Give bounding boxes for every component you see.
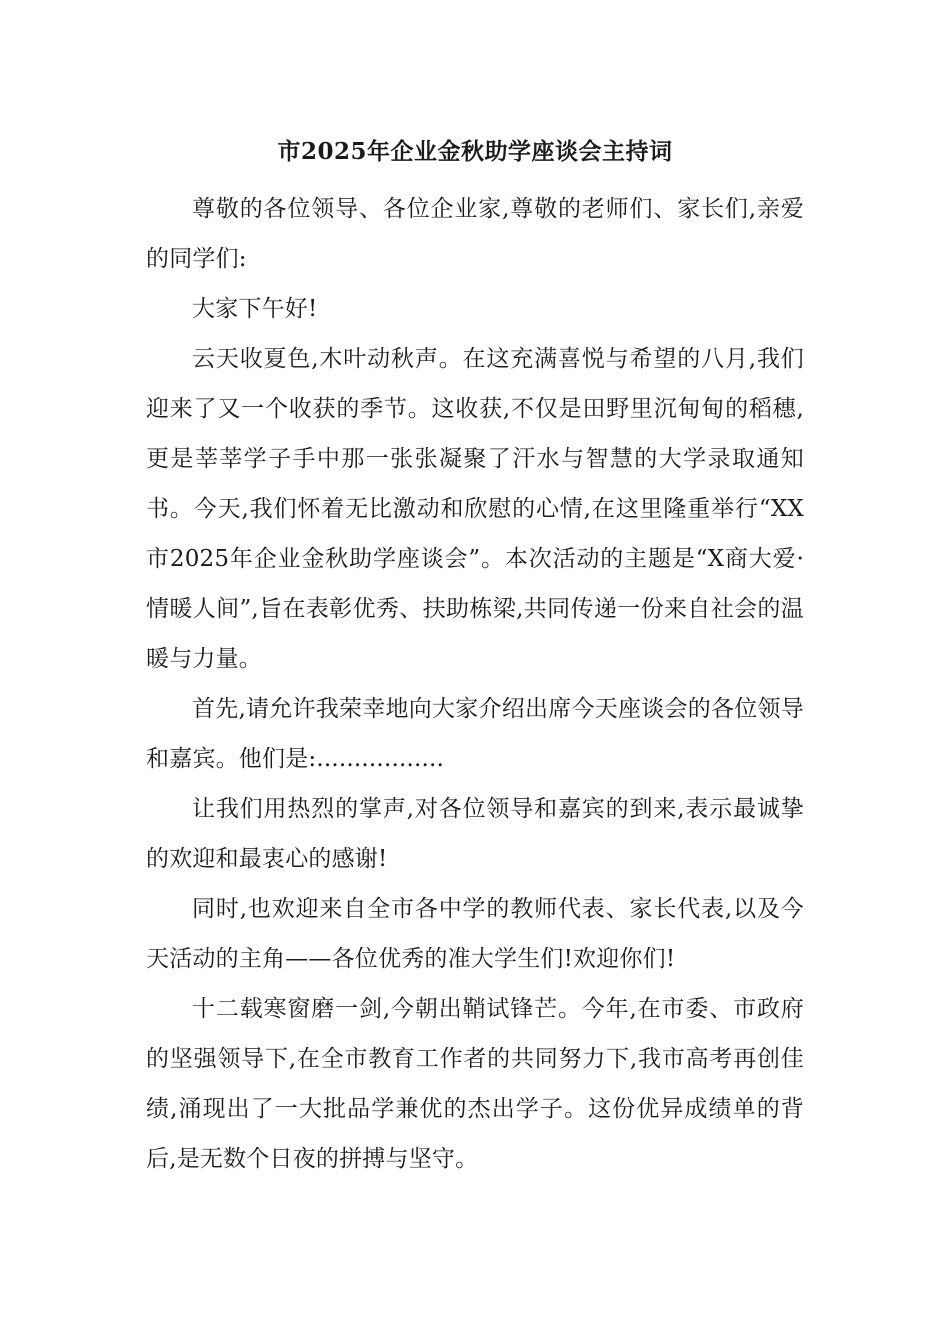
paragraph-welcome-students: 同时,也欢迎来自全市各中学的教师代表、家长代表,以及今天活动的主角——各位优秀的准大学生们!欢迎你们! bbox=[146, 896, 804, 972]
paragraph-greeting: 尊敬的各位领导、各位企业家,尊敬的老师们、家长们,亲爱的同学们: bbox=[146, 196, 804, 272]
document-page bbox=[146, 130, 804, 1184]
paragraph-achievements: 十二载寒窗磨一剑,今朝出鞘试锋芒。今年,在市委、市政府的坚强领导下,在全市教育工作者的共同努力下,我市高考再创佳绩,涌现出了一大批品学兼优的杰出学子。这份优异成绩单的背后,是无数个日夜的拼搏与坚守。 bbox=[146, 996, 804, 1172]
document-title: 市2025年企业金秋助学座谈会主持词 bbox=[277, 138, 673, 165]
paragraph-opening: 云天收夏色,木叶动秋声。在这充满喜悦与希望的八月,我们迎来了又一个收获的季节。这收获,不仅是田野里沉甸甸的稻穗,更是莘莘学子手中那一张张凝聚了汗水与智慧的大学录取通知书。今天,我们怀着无比激动和欣慰的心情,在这里隆重举行“XX市2025年企业金秋助学座谈会”。本次活动的主题是“X商大爱·情暖人间”,旨在表彰优秀、扶助栋梁,共同传递一份来自社会的温暖与力量。 bbox=[146, 346, 804, 672]
paragraph-introduce-guests: 首先,请允许我荣幸地向大家介绍出席今天座谈会的各位领导和嘉宾。他们是:................. bbox=[146, 696, 804, 772]
paragraph-good-afternoon: 大家下午好! bbox=[192, 296, 318, 322]
paragraph-applause: 让我们用热烈的掌声,对各位领导和嘉宾的到来,表示最诚挚的欢迎和最衷心的感谢! bbox=[146, 796, 804, 872]
